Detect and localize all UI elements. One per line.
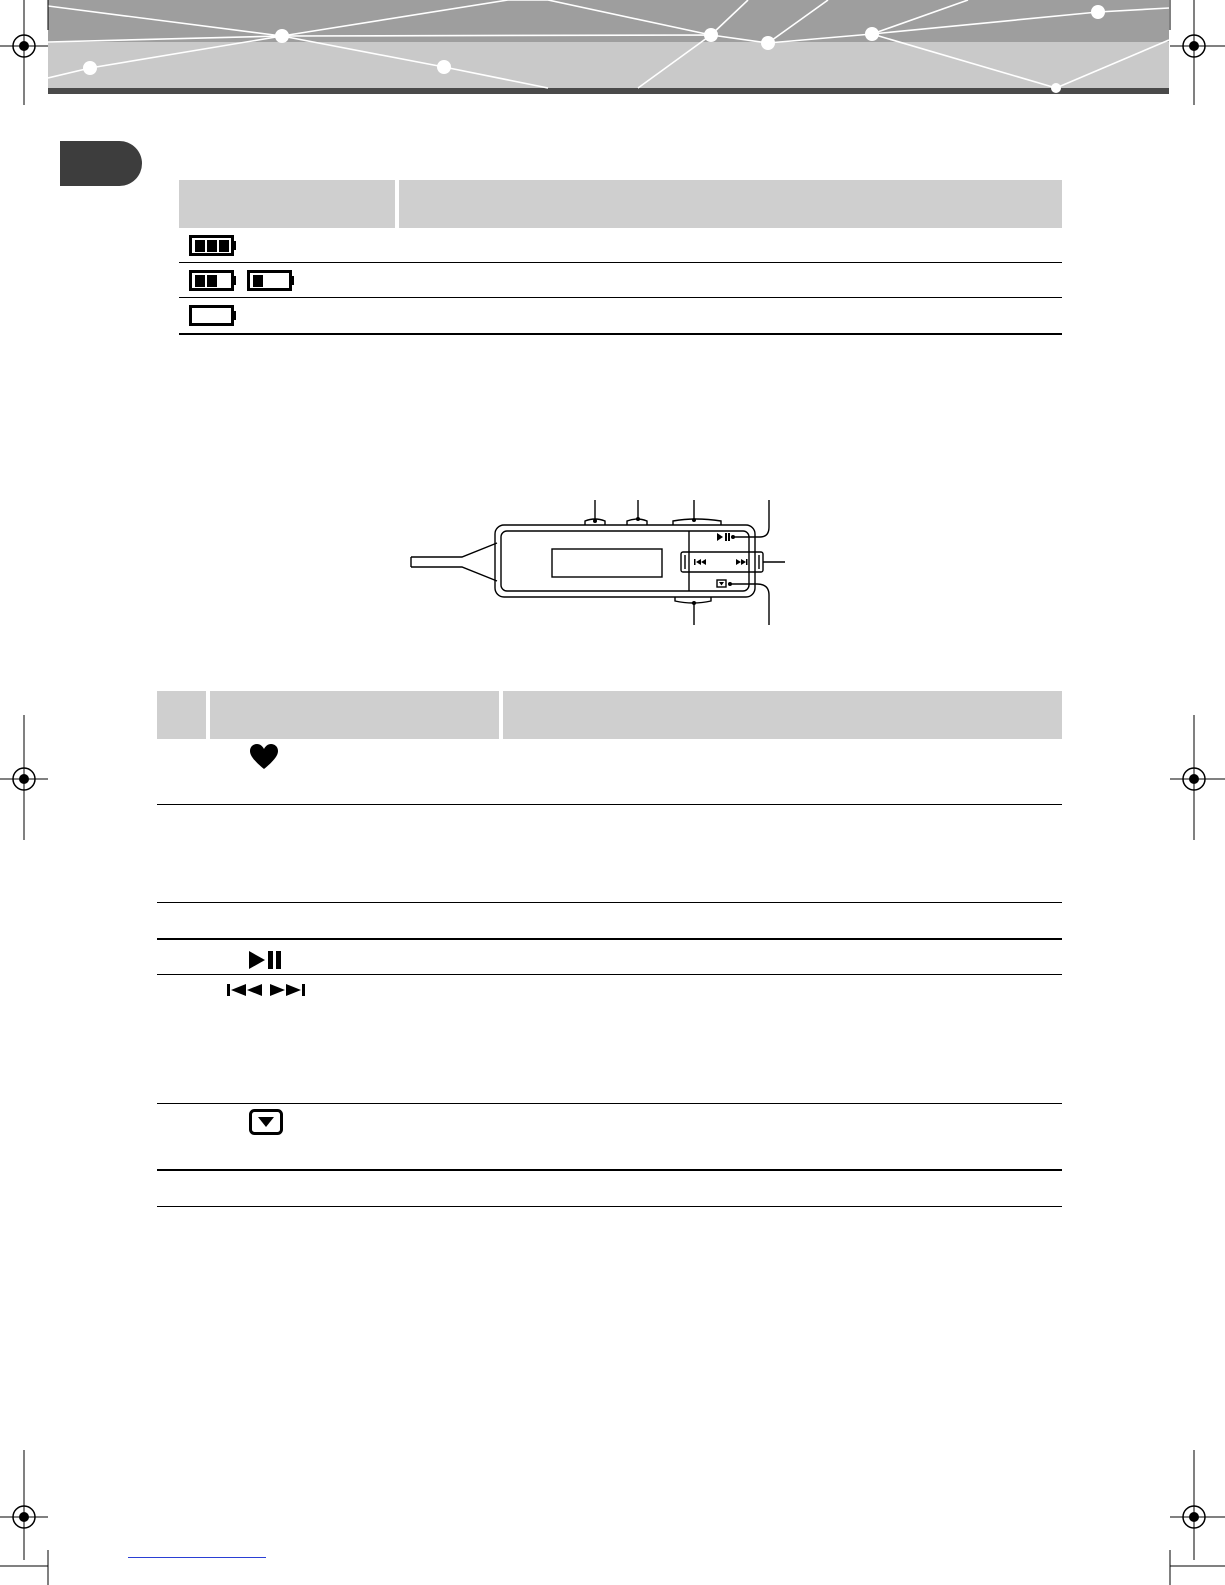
skip-prev-next-icon xyxy=(227,982,307,998)
chapter-tab xyxy=(60,141,142,186)
registration-mark-icon xyxy=(1165,0,1225,110)
battery-table-header-col2 xyxy=(399,180,1062,228)
registration-mark-icon xyxy=(1165,715,1225,845)
battery-two-thirds-icon xyxy=(189,270,237,292)
battery-full-icon xyxy=(189,235,237,257)
controls-table-header-description xyxy=(503,691,1062,739)
registration-mark-icon xyxy=(0,1450,60,1585)
table-row xyxy=(247,950,287,970)
registration-mark-icon xyxy=(0,0,60,110)
table-row xyxy=(249,743,279,771)
battery-table-header-col1 xyxy=(179,180,395,228)
footer-link[interactable] xyxy=(128,1557,266,1558)
controls-table-header-number xyxy=(157,691,206,739)
table-row xyxy=(189,235,237,257)
portable-player-diagram xyxy=(405,495,795,630)
controls-table-header-name xyxy=(210,691,499,739)
battery-one-third-icon xyxy=(247,270,295,292)
table-row xyxy=(189,305,237,327)
heart-icon xyxy=(249,743,279,771)
header-banner xyxy=(48,0,1169,94)
play-pause-icon xyxy=(247,950,287,970)
battery-empty-icon xyxy=(189,305,237,327)
device-diagram xyxy=(405,495,795,630)
battery-table xyxy=(179,180,1062,336)
table-row xyxy=(227,982,307,998)
network-lines-banner xyxy=(48,0,1169,94)
table-row xyxy=(189,270,305,292)
controls-table xyxy=(157,691,1062,1209)
registration-mark-icon xyxy=(1165,1450,1225,1585)
registration-mark-icon xyxy=(0,715,60,845)
table-row xyxy=(249,1109,283,1135)
menu-down-icon xyxy=(249,1109,283,1135)
